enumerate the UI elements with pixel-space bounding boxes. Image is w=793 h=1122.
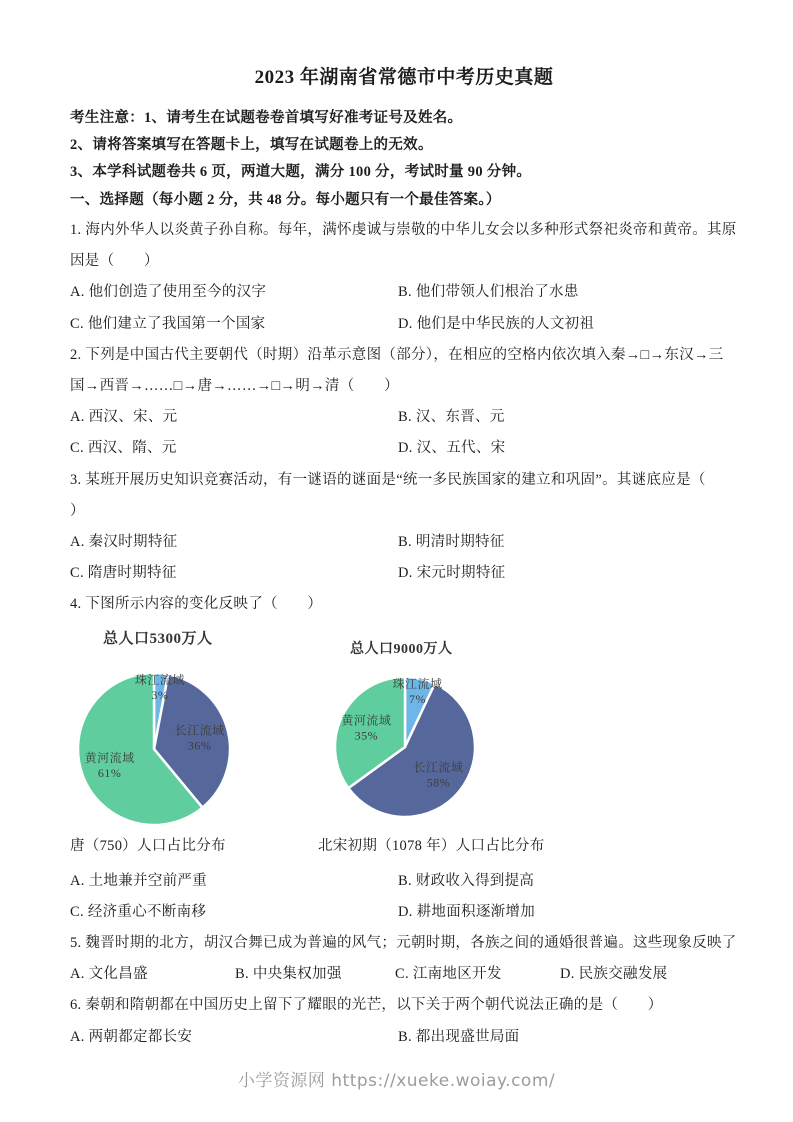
- option-d: D. 他们是中华民族的人文初祖: [398, 315, 595, 332]
- pie-slice-label: 长江流域 36%: [174, 722, 225, 752]
- notice-line-1: 考生注意：1、请考生在试题卷卷首填写好准考证号及姓名。: [70, 110, 463, 126]
- chart-title: 总人口5300万人: [103, 630, 213, 647]
- question-options: [70, 277, 738, 339]
- page-title: 2023 年湖南省常德市中考历史真题: [254, 67, 554, 88]
- chart-caption: 北宋初期（1078 年）人口占比分布: [318, 837, 545, 854]
- question-options: [70, 1022, 738, 1053]
- option-a: A. 土地兼并空前严重: [70, 872, 208, 889]
- question-2: [70, 340, 738, 465]
- pie-slice-label: 珠江流域 3%: [134, 672, 185, 702]
- option-d: D. 民族交融发展: [560, 966, 668, 983]
- option-b: B. 都出现盛世局面: [398, 1028, 520, 1045]
- question-stem: 3. 某班开展历史知识竞赛活动，有一谜语的谜面是“统一多民族国家的建立和巩固”。其谜底应是（ ）: [70, 471, 736, 519]
- question-options: [70, 866, 738, 928]
- question-3: [70, 465, 738, 590]
- option-b: B. 他们带领人们根治了水患: [398, 284, 579, 301]
- option-c: C. 他们建立了我国第一个国家: [70, 315, 266, 332]
- question-stem: 4. 下图所示内容的变化反映了（ ）: [70, 596, 323, 613]
- option-a: A. 两朝都定都长安: [70, 1028, 193, 1045]
- option-a: A. 他们创造了使用至今的汉字: [70, 284, 267, 301]
- option-d: D. 耕地面积逐渐增加: [398, 903, 536, 920]
- option-a: A. 文化昌盛: [70, 966, 148, 983]
- option-d: D. 宋元时期特征: [398, 565, 506, 582]
- option-c: C. 江南地区开发: [395, 966, 502, 983]
- question-stem: 2. 下列是中国古代主要朝代（时期）沿革示意图（部分），在相应的空格内依次填入秦→□→东汉→三国→西晋→……□→唐→……→□→明→清（ ）: [70, 346, 724, 395]
- option-d: D. 汉、五代、宋: [398, 440, 506, 457]
- pie-slice-label: 长江流域 58%: [413, 760, 464, 790]
- pie-slice-label: 珠江流域 7%: [392, 676, 443, 706]
- pie-chart-song: [318, 661, 698, 829]
- notice-line-3: 3、本学科试题卷共 6 页，两道大题，满分 100 分，考试时量 90 分钟。: [70, 164, 532, 180]
- question-6: [70, 990, 738, 1052]
- question-stem: 5. 魏晋时期的北方，胡汉合舞已成为普遍的风气；元朝时期，各族之间的通婚很普遍。这些现象反映了: [70, 935, 737, 952]
- question-options: [70, 959, 738, 990]
- question-stem: 6. 秦朝和隋朝都在中国历史上留下了耀眼的光芒，以下关于两个朝代说法正确的是（ ）: [70, 997, 663, 1014]
- option-c: C. 西汉、隋、元: [70, 440, 177, 457]
- question-options: [70, 402, 738, 464]
- option-c: C. 经济重心不断南移: [70, 903, 207, 920]
- question-5: [70, 928, 738, 990]
- option-b: B. 汉、东晋、元: [398, 409, 505, 426]
- chart-title: 总人口9000万人: [350, 641, 453, 657]
- chart-caption: 唐（750）人口占比分布: [70, 837, 226, 854]
- footer-watermark: 小学资源网 https://xueke.woiay.com/: [237, 1071, 556, 1091]
- question-options: [70, 527, 738, 589]
- population-pie-charts: [70, 625, 738, 862]
- pie-figure-song: [318, 625, 698, 862]
- pie-slice-label: 黄河流域 35%: [341, 712, 392, 742]
- notice-line-2: 2、请将答案填写在答题卡上，填写在试题卷上的无效。: [70, 137, 433, 153]
- question-stem: 1. 海内外华人以炎黄子孙自称。每年，满怀虔诚与崇敬的中华儿女会以多种形式祭祀炎帝和黄帝。其原因是（ ）: [70, 222, 737, 270]
- option-b: B. 财政收入得到提高: [398, 872, 535, 889]
- question-1: [70, 215, 738, 340]
- section-heading: 一、选择题（每小题 2 分，共 48 分。每小题只有一个最佳答案。）: [70, 192, 501, 208]
- pie-chart-tang: [70, 661, 318, 829]
- option-b: B. 明清时期特征: [398, 534, 505, 551]
- option-c: C. 隋唐时期特征: [70, 565, 177, 582]
- pie-slice-label: 黄河流域 61%: [84, 750, 135, 780]
- pie-figure-tang: [70, 625, 318, 862]
- option-a: A. 秦汉时期特征: [70, 534, 178, 551]
- option-b: B. 中央集权加强: [235, 966, 342, 983]
- question-4: [70, 589, 738, 928]
- option-a: A. 西汉、宋、元: [70, 409, 178, 426]
